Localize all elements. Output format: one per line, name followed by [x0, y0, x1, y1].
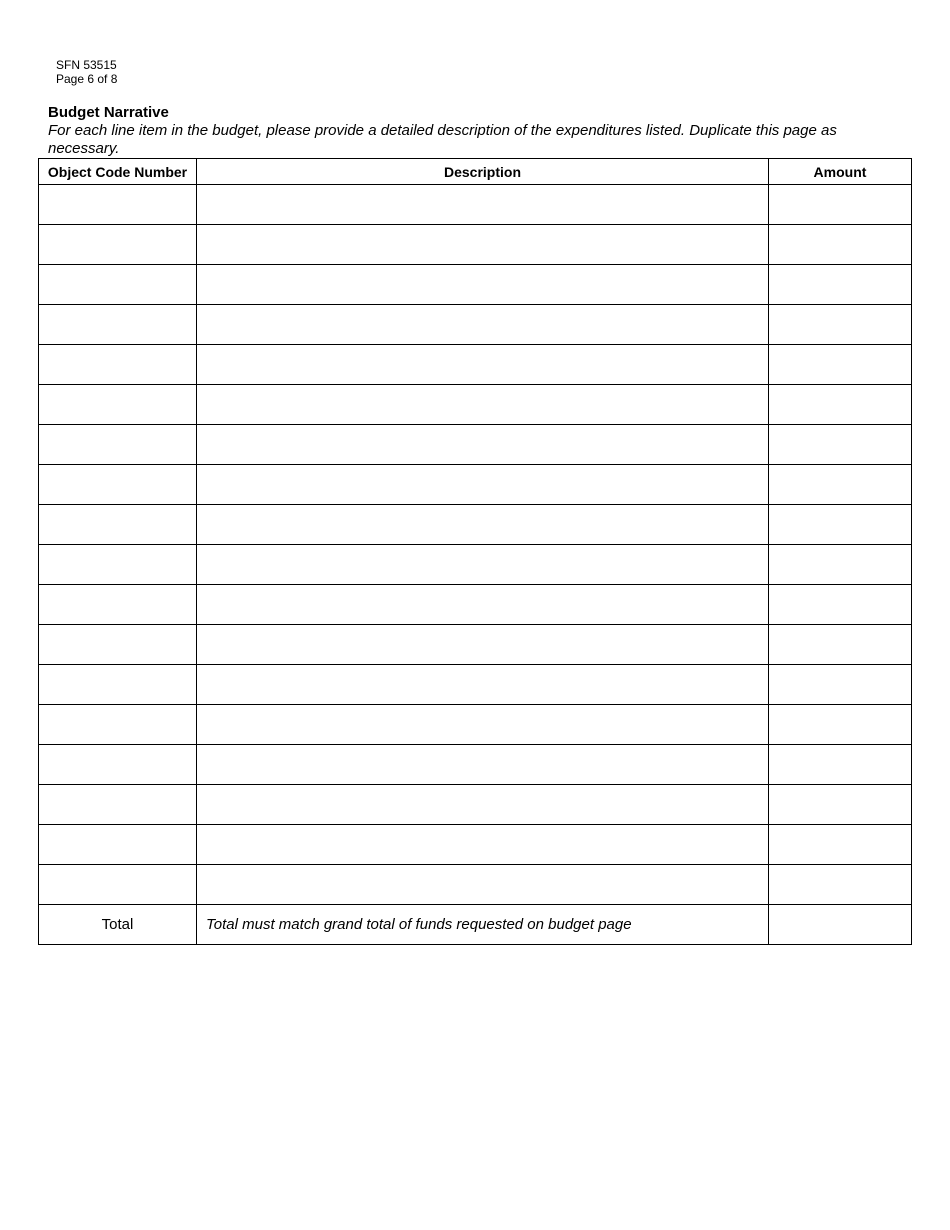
description-field[interactable] — [197, 425, 769, 465]
amount-field[interactable] — [769, 265, 912, 305]
total-row — [39, 905, 912, 945]
column-header-object-code: Object Code Number — [39, 159, 197, 185]
description-field[interactable] — [197, 585, 769, 625]
table-row — [39, 345, 912, 385]
object-code-field[interactable] — [39, 705, 197, 745]
table-row — [39, 305, 912, 345]
amount-field[interactable] — [769, 225, 912, 265]
object-code-field[interactable] — [39, 825, 197, 865]
description-field[interactable] — [197, 185, 769, 225]
description-field[interactable] — [197, 825, 769, 865]
description-field[interactable] — [197, 305, 769, 345]
description-field[interactable] — [197, 225, 769, 265]
amount-field[interactable] — [769, 625, 912, 665]
table-row — [39, 705, 912, 745]
description-field[interactable] — [197, 865, 769, 905]
table-row — [39, 185, 912, 225]
description-field[interactable] — [197, 545, 769, 585]
amount-field[interactable] — [769, 785, 912, 825]
object-code-field[interactable] — [39, 545, 197, 585]
object-code-field[interactable] — [39, 625, 197, 665]
form-identifier — [56, 58, 117, 86]
budget-narrative-table — [38, 158, 912, 945]
table-row — [39, 225, 912, 265]
amount-field[interactable] — [769, 465, 912, 505]
object-code-field[interactable] — [39, 505, 197, 545]
column-header-amount: Amount — [769, 159, 912, 185]
table-row — [39, 505, 912, 545]
object-code-field[interactable] — [39, 385, 197, 425]
description-field[interactable] — [197, 505, 769, 545]
table-row — [39, 745, 912, 785]
table-header-row — [39, 159, 912, 185]
description-field[interactable] — [197, 785, 769, 825]
table-row — [39, 265, 912, 305]
section-title: Budget Narrative — [48, 104, 169, 121]
description-field[interactable] — [197, 385, 769, 425]
description-field[interactable] — [197, 665, 769, 705]
total-label: Total — [39, 905, 197, 945]
object-code-field[interactable] — [39, 225, 197, 265]
description-field[interactable] — [197, 745, 769, 785]
amount-field[interactable] — [769, 745, 912, 785]
object-code-field[interactable] — [39, 425, 197, 465]
total-note: Total must match grand total of funds requested on budget page — [197, 905, 769, 945]
amount-field[interactable] — [769, 345, 912, 385]
total-amount-field[interactable] — [769, 905, 912, 945]
description-field[interactable] — [197, 265, 769, 305]
object-code-field[interactable] — [39, 865, 197, 905]
object-code-field[interactable] — [39, 345, 197, 385]
amount-field[interactable] — [769, 505, 912, 545]
object-code-field[interactable] — [39, 265, 197, 305]
table-row — [39, 385, 912, 425]
description-field[interactable] — [197, 345, 769, 385]
instructions-text: For each line item in the budget, please provide a detailed description of the expenditures listed. Duplicate this page as necessary. — [48, 122, 837, 157]
table-row — [39, 825, 912, 865]
object-code-field[interactable] — [39, 745, 197, 785]
table-row — [39, 665, 912, 705]
object-code-field[interactable] — [39, 305, 197, 345]
object-code-field[interactable] — [39, 585, 197, 625]
amount-field[interactable] — [769, 665, 912, 705]
amount-field[interactable] — [769, 425, 912, 465]
column-header-description: Description — [197, 159, 769, 185]
table-row — [39, 585, 912, 625]
amount-field[interactable] — [769, 385, 912, 425]
object-code-field[interactable] — [39, 185, 197, 225]
amount-field[interactable] — [769, 545, 912, 585]
amount-field[interactable] — [769, 585, 912, 625]
amount-field[interactable] — [769, 705, 912, 745]
page-number: Page 6 of 8 — [56, 72, 118, 86]
description-field[interactable] — [197, 625, 769, 665]
table-row — [39, 865, 912, 905]
object-code-field[interactable] — [39, 665, 197, 705]
object-code-field[interactable] — [39, 465, 197, 505]
table-row — [39, 425, 912, 465]
amount-field[interactable] — [769, 865, 912, 905]
table-body — [39, 185, 912, 905]
table-row — [39, 785, 912, 825]
amount-field[interactable] — [769, 305, 912, 345]
amount-field[interactable] — [769, 185, 912, 225]
table-row — [39, 465, 912, 505]
form-number: SFN 53515 — [56, 58, 117, 72]
table-row — [39, 625, 912, 665]
table-row — [39, 545, 912, 585]
object-code-field[interactable] — [39, 785, 197, 825]
description-field[interactable] — [197, 705, 769, 745]
amount-field[interactable] — [769, 825, 912, 865]
description-field[interactable] — [197, 465, 769, 505]
